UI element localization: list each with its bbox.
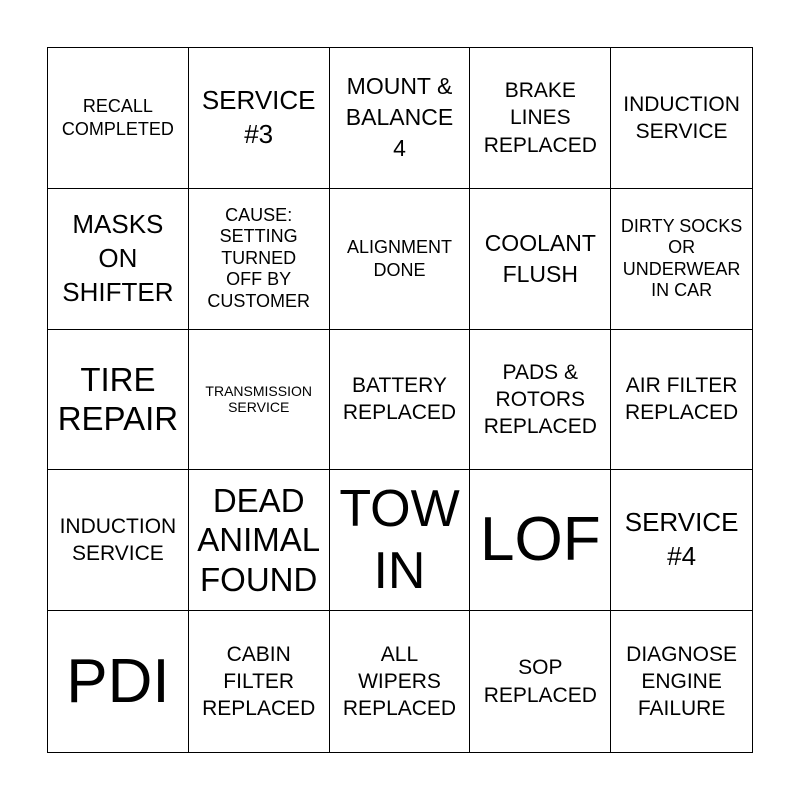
cell-label: PADS & ROTORS REPLACED [483, 360, 597, 439]
cell-label: BRAKE LINES REPLACED [483, 78, 597, 157]
bingo-cell[interactable] [189, 48, 330, 189]
bingo-cell[interactable] [48, 470, 189, 611]
bingo-cell[interactable] [48, 189, 189, 330]
cell-label: DEAD ANIMAL FOUND [197, 481, 321, 599]
bingo-cell[interactable] [470, 611, 611, 752]
cell-label: CAUSE: SETTING TURNED OFF BY CUSTOMER [207, 204, 311, 312]
cell-label: RECALL COMPLETED [61, 96, 174, 139]
bingo-cell[interactable] [189, 189, 330, 330]
cell-label: ALIGNMENT DONE [346, 237, 452, 280]
bingo-cell[interactable] [470, 330, 611, 471]
cell-label: AIR FILTER REPLACED [624, 374, 739, 425]
bingo-board [47, 47, 753, 753]
cell-label: TOW IN [339, 479, 460, 601]
bingo-cell[interactable] [330, 611, 471, 752]
cell-label: PDI [66, 646, 170, 716]
cell-label: CABIN FILTER REPLACED [202, 642, 316, 721]
cell-label: INDUCTION SERVICE [59, 514, 177, 566]
bingo-cell[interactable] [189, 330, 330, 471]
bingo-cell[interactable] [330, 470, 471, 611]
bingo-cell[interactable] [611, 330, 752, 471]
cell-label: DIRTY SOCKS OR UNDERWEAR IN CAR [620, 215, 743, 301]
cell-label: MOUNT & BALANCE 4 [345, 73, 454, 162]
cell-label: MASKS ON SHIFTER [62, 209, 174, 307]
bingo-cell[interactable] [330, 189, 471, 330]
bingo-cell[interactable] [470, 48, 611, 189]
bingo-cell[interactable] [48, 48, 189, 189]
cell-label: LOF [479, 505, 601, 575]
bingo-cell[interactable] [470, 189, 611, 330]
bingo-cell[interactable] [189, 611, 330, 752]
bingo-cell[interactable] [330, 48, 471, 189]
cell-label: COOLANT FLUSH [484, 229, 596, 287]
cell-label: TIRE REPAIR [57, 360, 179, 438]
cell-label: SOP REPLACED [483, 656, 597, 707]
cell-label: SERVICE #3 [201, 85, 316, 149]
bingo-cell[interactable] [470, 470, 611, 611]
bingo-cell[interactable] [189, 470, 330, 611]
bingo-cell[interactable] [48, 611, 189, 752]
cell-label: DIAGNOSE ENGINE FAILURE [626, 642, 738, 721]
cell-label: INDUCTION SERVICE [623, 92, 740, 143]
bingo-cell[interactable] [611, 189, 752, 330]
bingo-cell[interactable] [611, 48, 752, 189]
bingo-cell[interactable] [611, 611, 752, 752]
cell-label: SERVICE #4 [624, 507, 739, 572]
bingo-cell[interactable] [611, 470, 752, 611]
cell-label: TRANSMISSION SERVICE [205, 383, 312, 416]
cell-label: BATTERY REPLACED [342, 374, 457, 425]
bingo-cell[interactable] [330, 330, 471, 471]
cell-label: ALL WIPERS REPLACED [342, 642, 457, 721]
bingo-cell[interactable] [48, 330, 189, 471]
